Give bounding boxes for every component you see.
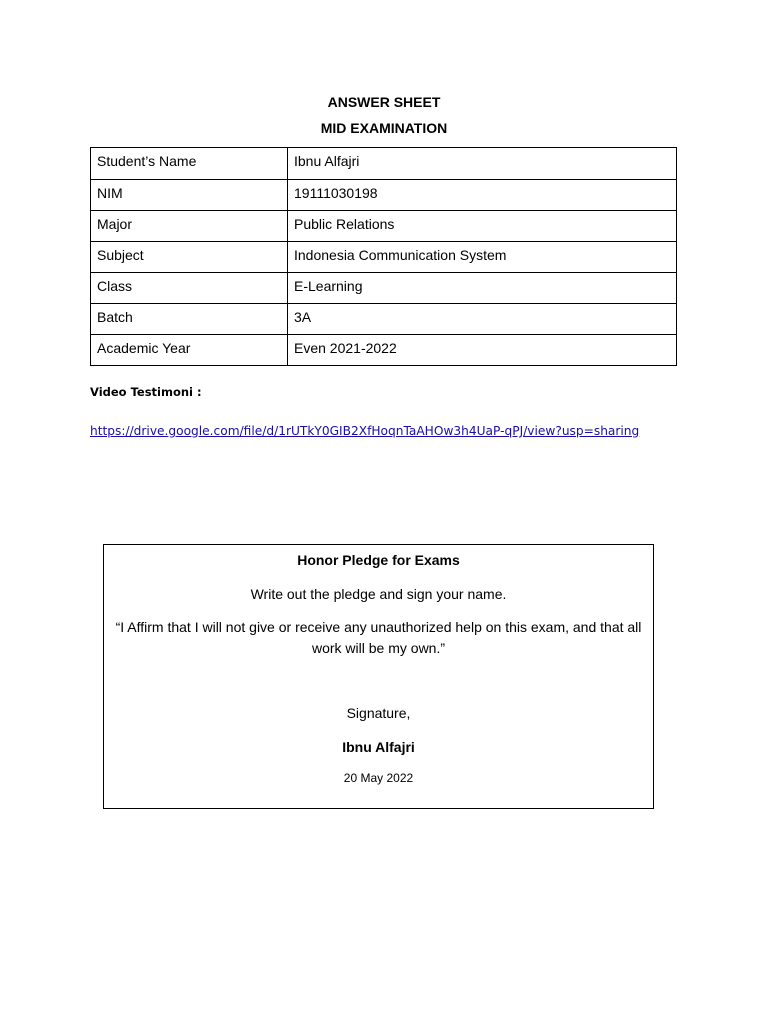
row-value: Even 2021-2022 <box>288 335 677 366</box>
signer-name: Ibnu Alfajri <box>342 739 415 755</box>
row-label: Subject <box>91 242 288 273</box>
pledge-quote: “I Affirm that I will not give or receive any unauthorized help on this exam, and that all work will be my own.” <box>115 619 642 656</box>
table-row <box>91 211 677 242</box>
video-testimoni-link[interactable]: https://drive.google.com/file/d/1rUTkY0GIB2XfHoqnTaAHOw3h4UaP-qPJ/view?usp=sharing <box>90 424 640 438</box>
signature-label: Signature, <box>346 705 411 721</box>
table-row <box>91 148 677 180</box>
row-label: Student’s Name <box>91 148 288 180</box>
row-value: 3A <box>288 304 677 335</box>
row-label: Batch <box>91 304 288 335</box>
row-value: Indonesia Communication System <box>288 242 677 273</box>
row-value: Ibnu Alfajri <box>288 148 677 180</box>
table-row <box>91 335 677 366</box>
honor-pledge-box <box>103 544 654 809</box>
document-title: ANSWER SHEET <box>327 94 441 110</box>
row-label: NIM <box>91 180 288 211</box>
student-info-table <box>90 147 677 366</box>
row-label: Major <box>91 211 288 242</box>
table-row <box>91 180 677 211</box>
table-row <box>91 304 677 335</box>
pledge-title: Honor Pledge for Exams <box>297 552 460 568</box>
row-label: Academic Year <box>91 335 288 366</box>
video-testimoni-label: Video Testimoni : <box>90 385 202 399</box>
table-row <box>91 242 677 273</box>
signature-date: 20 May 2022 <box>343 771 414 785</box>
document-subtitle: MID EXAMINATION <box>320 120 448 136</box>
row-label: Class <box>91 273 288 304</box>
row-value: 19111030198 <box>288 180 677 211</box>
row-value: Public Relations <box>288 211 677 242</box>
table-row <box>91 273 677 304</box>
row-value: E-Learning <box>288 273 677 304</box>
pledge-instruction: Write out the pledge and sign your name. <box>250 586 507 602</box>
